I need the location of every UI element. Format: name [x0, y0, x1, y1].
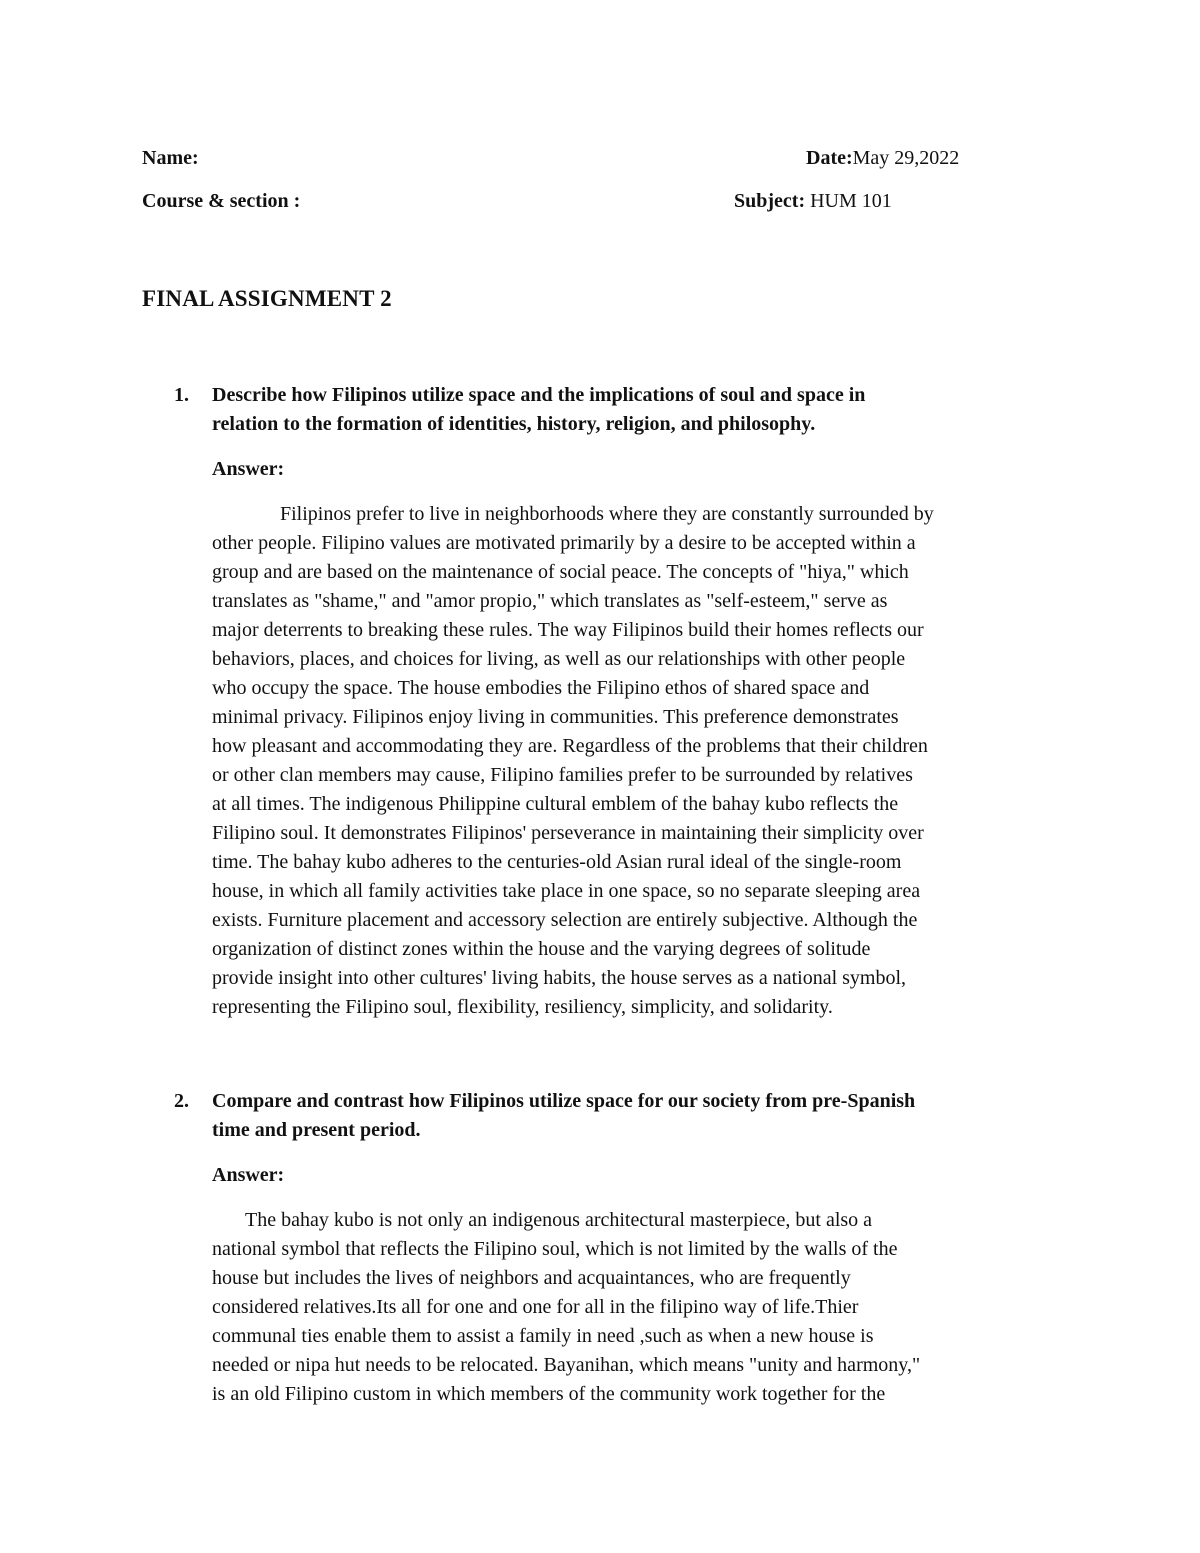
- answer-line: Filipino soul. It demonstrates Filipinos' perseverance in maintaining their simplicity over: [212, 822, 924, 844]
- answer-line: minimal privacy. Filipinos enjoy living in communities. This preference demonstrates: [212, 706, 899, 728]
- answer-line: behaviors, places, and choices for living, as well as our relationships with other people: [212, 648, 906, 670]
- question-2-answer-label: Answer:: [212, 1164, 285, 1186]
- subject-value: HUM 101: [805, 190, 892, 212]
- course-section-field: [142, 189, 300, 213]
- answer-line: communal ties enable them to assist a family in need ,such as when a new house is: [212, 1325, 874, 1347]
- answer-line: needed or nipa hut needs to be relocated. Bayanihan, which means "unity and harmony,": [212, 1354, 921, 1376]
- question-2-prompt-line: time and present period.: [212, 1119, 421, 1141]
- question-2-prompt-line: Compare and contrast how Filipinos utilize space for our society from pre-Spanish: [212, 1090, 916, 1112]
- question-1-prompt-line: Describe how Filipinos utilize space and the implications of soul and space in: [212, 384, 866, 406]
- answer-line: The bahay kubo is not only an indigenous architectural masterpiece, but also a: [245, 1209, 873, 1231]
- question-1-answer: [212, 500, 1082, 1022]
- question-1-answer-label: Answer:: [212, 458, 285, 480]
- page-title: FINAL ASSIGNMENT 2: [142, 286, 392, 311]
- subject-label: Subject:: [734, 190, 806, 212]
- course-section-label: Course & section :: [142, 190, 301, 212]
- answer-line: other people. Filipino values are motivated primarily by a desire to be accepted within a: [212, 532, 916, 554]
- answer-line: group and are based on the maintenance of social peace. The concepts of "hiya," which: [212, 561, 909, 583]
- name-field: [142, 146, 199, 170]
- question-1-number: 1.: [174, 384, 189, 406]
- question-1-prompt-line: relation to the formation of identities, history, religion, and philosophy.: [212, 413, 816, 435]
- date-value: May 29,2022: [852, 147, 960, 169]
- answer-line: who occupy the space. The house embodies the Filipino ethos of shared space and: [212, 677, 870, 699]
- question-2-answer: [212, 1206, 1082, 1409]
- answer-line: house but includes the lives of neighbors and acquaintances, who are frequently: [212, 1267, 851, 1289]
- question-2-number: 2.: [174, 1090, 189, 1112]
- answer-line: exists. Furniture placement and accessory selection are entirely subjective. Although the: [212, 909, 918, 931]
- answer-line: time. The bahay kubo adheres to the centuries-old Asian rural ideal of the single-room: [212, 851, 902, 873]
- date-field: [806, 146, 959, 170]
- subject-field: [734, 189, 892, 213]
- answer-line: considered relatives.Its all for one and one for all in the filipino way of life.Thier: [212, 1296, 859, 1318]
- answer-line: translates as "shame," and "amor propio," which translates as "self-esteem," serve as: [212, 590, 888, 612]
- answer-line: provide insight into other cultures' living habits, the house serves as a national symbol,: [212, 967, 907, 989]
- name-label: Name:: [142, 147, 199, 169]
- answer-line: or other clan members may cause, Filipino families prefer to be surrounded by relatives: [212, 764, 913, 786]
- answer-line: major deterrents to breaking these rules. The way Filipinos build their homes reflects our: [212, 619, 924, 641]
- answer-line: Filipinos prefer to live in neighborhoods where they are constantly surrounded by: [280, 503, 934, 525]
- question-1-prompt: [212, 381, 1092, 439]
- answer-line: at all times. The indigenous Philippine cultural emblem of the bahay kubo reflects the: [212, 793, 899, 815]
- answer-line: is an old Filipino custom in which members of the community work together for the: [212, 1383, 886, 1405]
- question-2-prompt: [212, 1087, 1092, 1145]
- answer-line: representing the Filipino soul, flexibility, resiliency, simplicity, and solidarity.: [212, 996, 833, 1018]
- answer-line: house, in which all family activities take place in one space, so no separate sleeping area: [212, 880, 921, 902]
- answer-line: national symbol that reflects the Filipino soul, which is not limited by the walls of the: [212, 1238, 898, 1260]
- date-label: Date:: [806, 147, 853, 169]
- answer-line: how pleasant and accommodating they are. Regardless of the problems that their children: [212, 735, 928, 757]
- answer-line: organization of distinct zones within the house and the varying degrees of solitude: [212, 938, 871, 960]
